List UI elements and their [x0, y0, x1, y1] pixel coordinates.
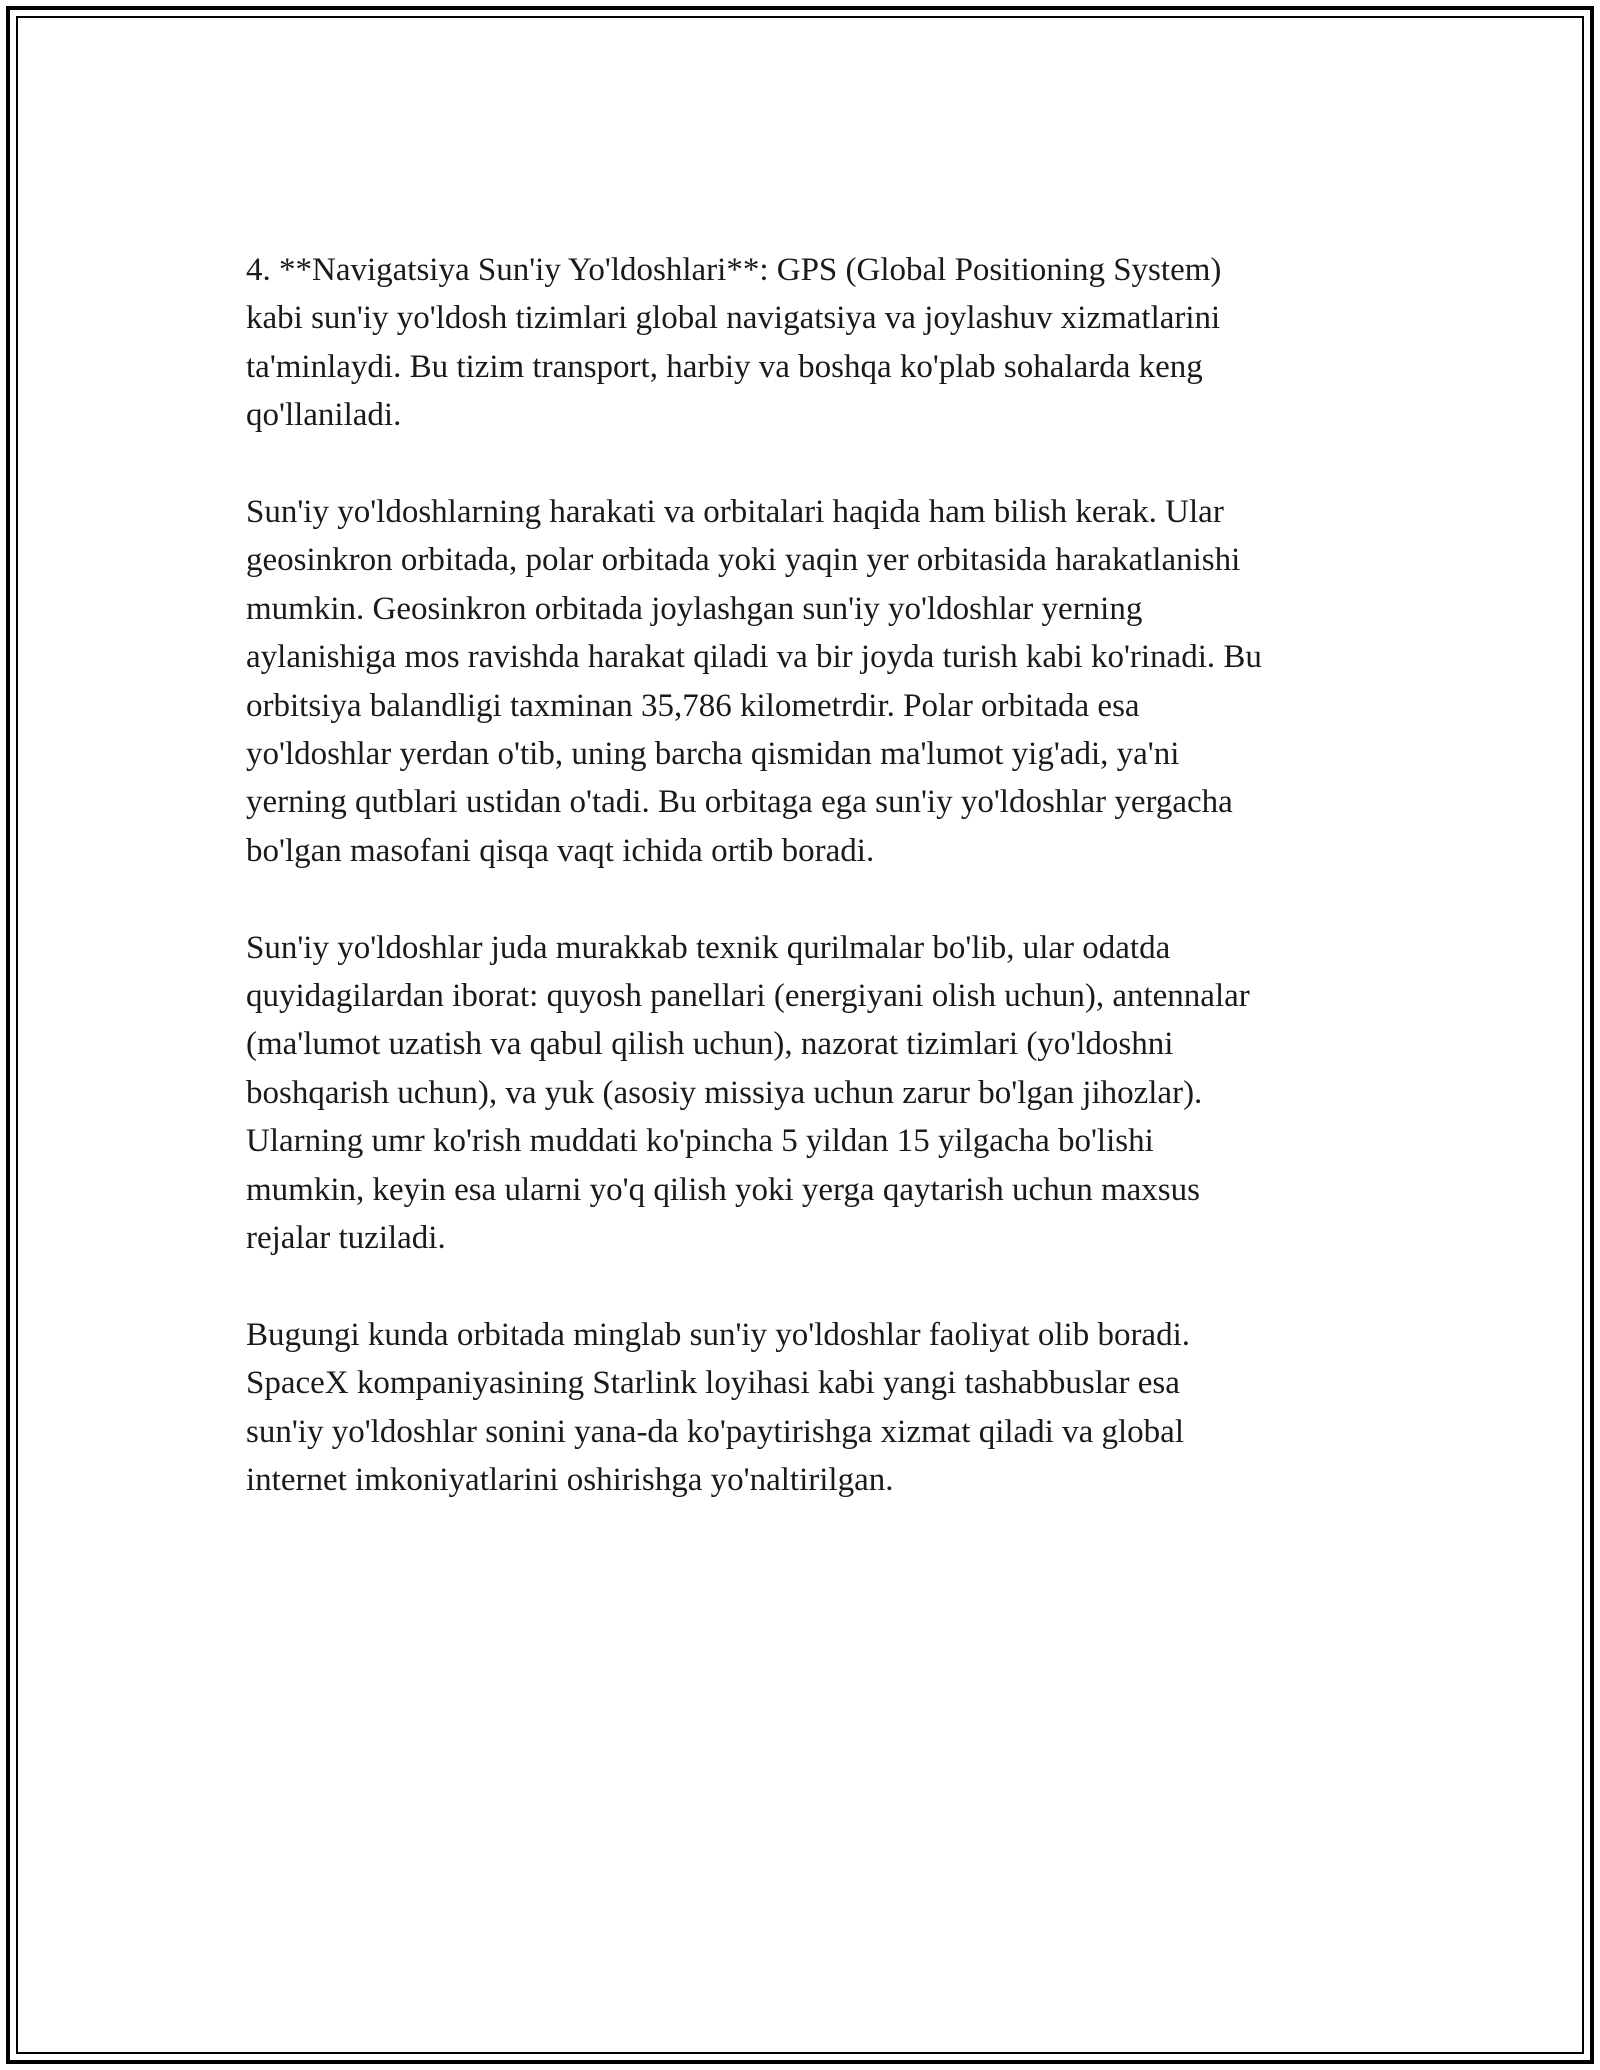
paragraph-satellite-components: Sun'iy yo'ldoshlar juda murakkab texnik qurilmalar bo'lib, ular odatda quyidagilardan iborat: quyosh panellari (energiyani olish uchun), antennalar (ma'lumot uzatish va qabul qilish uchun), nazorat tizimlari (yo'ldoshni boshqarish uchun), va yuk (asosiy missiya uchun zarur bo'lgan jihozlar). Ularning umr ko'rish muddati ko'pincha 5 yildan 15 yilgacha bo'lishi mumkin, keyin esa ularni yo'q qilish yoki yerga qaytarish uchun maxsus rejalar tuziladi. — [246, 929, 1250, 1257]
document-body — [246, 246, 1386, 1553]
page-border — [6, 6, 1594, 2064]
paragraph-orbits: Sun'iy yo'ldoshlarning harakati va orbitalari haqida ham bilish kerak. Ular geosinkron orbitada, polar orbitada yoki yaqin yer orbitasida harakatlanishi mumkin. Geosinkron orbitada joylashgan sun'iy yo'ldoshlar yerning aylanishiga mos ravishda harakat qiladi va bir joyda turish kabi ko'rinadi. Bu orbitsiya balandligi taxminan 35,786 kilometrdir. Polar orbitada esa yo'ldoshlar yerdan o'tib, uning barcha qismidan ma'lumot yig'adi, ya'ni yerning qutblari ustidan o'tadi. Bu orbitaga ega sun'iy yo'ldoshlar yergacha bo'lgan masofani qisqa vaqt ichida ortib boradi. — [246, 494, 1262, 869]
paragraph-starlink: Bugungi kunda orbitada minglab sun'iy yo'ldoshlar faoliyat olib boradi. SpaceX kompaniyasining Starlink loyihasi kabi yangi tashabbuslar esa sun'iy yo'ldoshlar sonini yana-da ko'paytirishga xizmat qiladi va global internet imkoniyatlarini oshirishga yo'naltirilgan. — [246, 1316, 1190, 1499]
paragraph-gps-navigation: 4. **Navigatsiya Sun'iy Yo'ldoshlari**: GPS (Global Positioning System) kabi sun'iy yo'ldosh tizimlari global navigatsiya va joylashuv xizmatlarini ta'minlaydi. Bu tizim transport, harbiy va boshqa ko'plab sohalarda keng qo'llaniladi. — [246, 252, 1222, 434]
